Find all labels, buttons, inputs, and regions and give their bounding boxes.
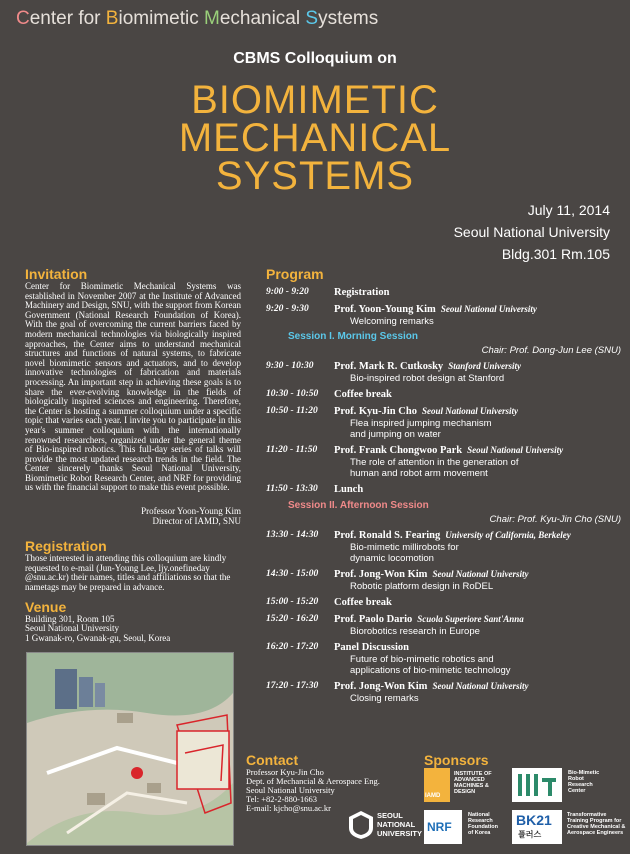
title-line-3: SYSTEMS <box>215 154 415 198</box>
program-item <box>266 641 621 676</box>
venue-line-3: 1 Gwanak-ro, Gwanak-gu, Seoul, Korea <box>25 632 171 643</box>
program-time: 17:20 - 17:30 <box>266 681 319 691</box>
nrf-line-1: National <box>468 812 490 818</box>
venue-line-1: Building 301, Room 105 <box>25 613 115 624</box>
program-description: Robotic platform design in RoDEL <box>350 581 494 592</box>
program-time: 14:30 - 15:00 <box>266 569 319 579</box>
title-line-1: BIOMIMETIC <box>191 78 439 122</box>
sponsors-section <box>424 752 489 768</box>
campus-map-image <box>26 652 234 846</box>
brrc-line-1: Bio-Mimetic <box>568 770 600 776</box>
snu-logo <box>348 808 423 848</box>
signature-title: Director of IAMD, SNU <box>152 515 241 526</box>
program-time: 15:00 - 15:20 <box>266 597 319 607</box>
program-time: 11:50 - 13:30 <box>266 484 318 494</box>
program-title: Lunch <box>334 484 364 495</box>
bk21-line-2: Training Program for <box>567 818 622 824</box>
program-title: Coffee break <box>334 597 392 608</box>
program-item <box>266 405 621 440</box>
program-item <box>266 596 621 609</box>
program-description: Bio-mimetic millirobots for <box>350 542 459 553</box>
campus-map-illustration <box>27 653 233 845</box>
program-affiliation: Stanford University <box>448 361 521 371</box>
contact-university: Seoul National University <box>246 785 335 795</box>
sponsors-heading: Sponsors <box>424 752 489 768</box>
program-item <box>266 483 621 496</box>
center-name-part: C <box>16 8 30 29</box>
session-heading: Session I. Morning Session <box>288 331 419 342</box>
program-affiliation: Seoul National University <box>421 406 518 416</box>
program-item <box>266 613 621 637</box>
contact-email: E-mail: kjcho@snu.ac.kr <box>246 803 332 813</box>
sponsor-brrc <box>512 768 624 804</box>
program-title: Prof. Yoon-Young Kim <box>334 304 436 315</box>
brrc-logo-icon <box>512 768 562 802</box>
program-title: Prof. Frank Chongwoo Park <box>334 445 463 456</box>
session-chair: Chair: Prof. Kyu-Jin Cho (SNU) <box>489 514 621 525</box>
invitation-text: Center for Biomimetic Mechanical Systems was established in November 2007 at the Institute of Advanced Machinery and Design, SNU, with the support from Korean Government (National Research Foundation of Korea). With the goal of overcoming the current barriers faced by modern mechanical technologies via biologically inspired approaches, the Center aims to understand mechanical structures and functions of natural systems, to fabricate novel biomimetic sensors and actuators, and to develop innovative technologies of fabrication and materials processing. An important step in achieving these goals is to share the ever-evolving knowledge in the fields of biologically inspired sciences and engineering. Therefore, the Center is hosting a summer colloquium under a specific topic that varies each year. I invite you to participate in this year's summer colloquium with the internationally renowned researchers, organized under the general theme of Bio-inspired robotics. This full-day series of talks will provide the most updated research trends in the field. The Center sincerely thanks Seoul National University, Biomimetic Robot Research Center, and NRF for providing us with the financial support to make this event possible. <box>25 281 241 493</box>
program-time: 16:20 - 17:20 <box>266 642 319 652</box>
program-affiliation: Scuola Superiore Sant'Anna <box>417 614 524 624</box>
program-title: Registration <box>334 287 390 298</box>
program-item <box>266 568 621 592</box>
program-time: 13:30 - 14:30 <box>266 530 319 540</box>
program-title: Panel Discussion <box>334 642 409 653</box>
center-name-part: B <box>105 8 119 29</box>
program-description: applications of bio-mimetic technology <box>350 665 511 676</box>
program-item <box>266 529 621 564</box>
program-description: Bio-inspired robot design at Stanford <box>350 373 505 384</box>
program-description: Flea inspired jumping mechanism <box>350 418 492 429</box>
program-time: 9:00 - 9:20 <box>266 287 309 297</box>
snu-line-1: SEOUL <box>377 811 403 820</box>
venue-line-2: Seoul National University <box>25 623 119 634</box>
program-affiliation: Seoul National University <box>467 445 564 455</box>
nrf-line-4: of Korea <box>468 830 491 836</box>
program-title: Prof. Kyu-Jin Cho <box>334 406 417 417</box>
center-name <box>16 8 378 30</box>
iamd-line-4: DESIGN <box>454 789 476 795</box>
contact-dept: Dept. of Mechancial & Aerospace Eng. <box>246 776 380 786</box>
program-description: Biorobotics research in Europe <box>350 626 480 637</box>
registration-text: Those interested in attending this colloquium are kindly requested to e-mail (Jun-Young Lee, ljy.onefineday @snu.ac.kr) their names, titles and affiliations so that the nametags may be prepared in advance. <box>25 553 231 593</box>
event-room: Bldg.301 Rm.105 <box>501 246 610 262</box>
program-item <box>266 303 621 327</box>
program-title: Prof. Paolo Dario <box>334 614 413 625</box>
program-description: Closing remarks <box>350 693 419 704</box>
program-description: and jumping on water <box>350 429 441 440</box>
snu-line-2: NATIONAL <box>377 820 416 829</box>
nrf-logo-text: NRF <box>427 820 452 834</box>
contact-name: Professor Kyu-Jin Cho <box>246 767 324 777</box>
bk21-logo-subtext: 플러스 <box>518 830 542 839</box>
nrf-line-2: Research <box>468 818 493 824</box>
program-column <box>266 266 621 704</box>
iamd-line-3: MACHINES & <box>454 783 489 789</box>
bk21-line-1: Transformative <box>567 812 607 818</box>
center-name-part: iomimetic <box>118 8 204 29</box>
program-title: Prof. Jong-Won Kim <box>334 569 428 580</box>
snu-line-3: UNIVERSITY <box>377 829 423 838</box>
event-date: July 11, 2014 <box>527 202 610 218</box>
program-affiliation: Seoul National University <box>432 681 529 691</box>
nrf-line-3: Foundation <box>468 824 498 830</box>
iamd-line-2: ADVANCED <box>454 777 485 783</box>
title-line-2: MECHANICAL <box>178 116 452 160</box>
sponsor-bk21 <box>512 810 626 846</box>
colloquium-label: CBMS Colloquium on <box>233 50 397 67</box>
program-description: The role of attention in the generation of <box>350 457 519 468</box>
program-description: Welcoming remarks <box>350 316 434 327</box>
program-title: Coffee break <box>334 389 392 400</box>
bk21-line-4: Aerospace Engineers <box>567 830 624 836</box>
center-name-part: echanical <box>219 8 306 29</box>
program-time: 15:20 - 16:20 <box>266 614 319 624</box>
bk21-logo-text: BK21 <box>516 812 552 828</box>
center-name-part: enter for <box>29 8 106 29</box>
signature-name: Professor Yoon-Young Kim <box>141 506 241 517</box>
brrc-line-3: Research <box>568 782 593 788</box>
program-item <box>266 388 621 401</box>
session-heading: Session II. Afternoon Session <box>288 500 429 511</box>
program-list <box>266 286 621 704</box>
iamd-logo-text: IAMD <box>425 793 441 799</box>
contact-heading: Contact <box>246 752 299 768</box>
center-name-part: S <box>305 8 319 29</box>
program-affiliation: Seoul National University <box>432 569 529 579</box>
program-title: Prof. Mark R. Cutkosky <box>334 361 444 372</box>
program-description: human and robot arm movement <box>350 468 488 479</box>
program-time: 10:50 - 11:20 <box>266 406 318 416</box>
bk21-line-3: Creative Mechanical & <box>567 824 626 830</box>
program-item <box>266 360 621 384</box>
venue-heading: Venue <box>25 598 67 615</box>
registration-heading: Registration <box>25 538 107 555</box>
contact-tel: Tel: +82-2-880-1663 <box>246 794 318 804</box>
invitation-signature <box>25 507 241 526</box>
event-university: Seoul National University <box>453 224 610 240</box>
center-name-part: M <box>203 8 220 29</box>
sponsor-nrf <box>424 810 506 846</box>
center-name-part: ystems <box>318 8 379 29</box>
sponsor-iamd <box>424 768 506 804</box>
program-affiliation: Seoul National University <box>440 304 537 314</box>
program-description: Future of bio-mimetic robotics and <box>350 654 494 665</box>
brrc-line-2: Robot <box>568 776 584 782</box>
program-description: dynamic locomotion <box>350 553 434 564</box>
contact-section <box>246 752 380 813</box>
iamd-line-1: INSTITUTE OF <box>454 771 492 777</box>
left-column <box>25 266 241 643</box>
program-title: Prof. Jong-Won Kim <box>334 681 428 692</box>
program-time: 10:30 - 10:50 <box>266 389 319 399</box>
program-time: 11:20 - 11:50 <box>266 445 318 455</box>
program-title: Prof. Ronald S. Fearing <box>334 530 441 541</box>
brrc-line-4: Center <box>568 788 586 794</box>
program-time: 9:20 - 9:30 <box>266 304 309 314</box>
program-heading: Program <box>266 266 324 282</box>
program-affiliation: University of California, Berkeley <box>445 530 571 540</box>
program-item <box>266 286 621 299</box>
invitation-heading: Invitation <box>25 266 88 282</box>
program-item <box>266 680 621 704</box>
program-item <box>266 444 621 479</box>
snu-emblem-icon <box>348 810 374 840</box>
program-time: 9:30 - 10:30 <box>266 361 314 371</box>
session-chair: Chair: Prof. Dong-Jun Lee (SNU) <box>481 345 621 356</box>
